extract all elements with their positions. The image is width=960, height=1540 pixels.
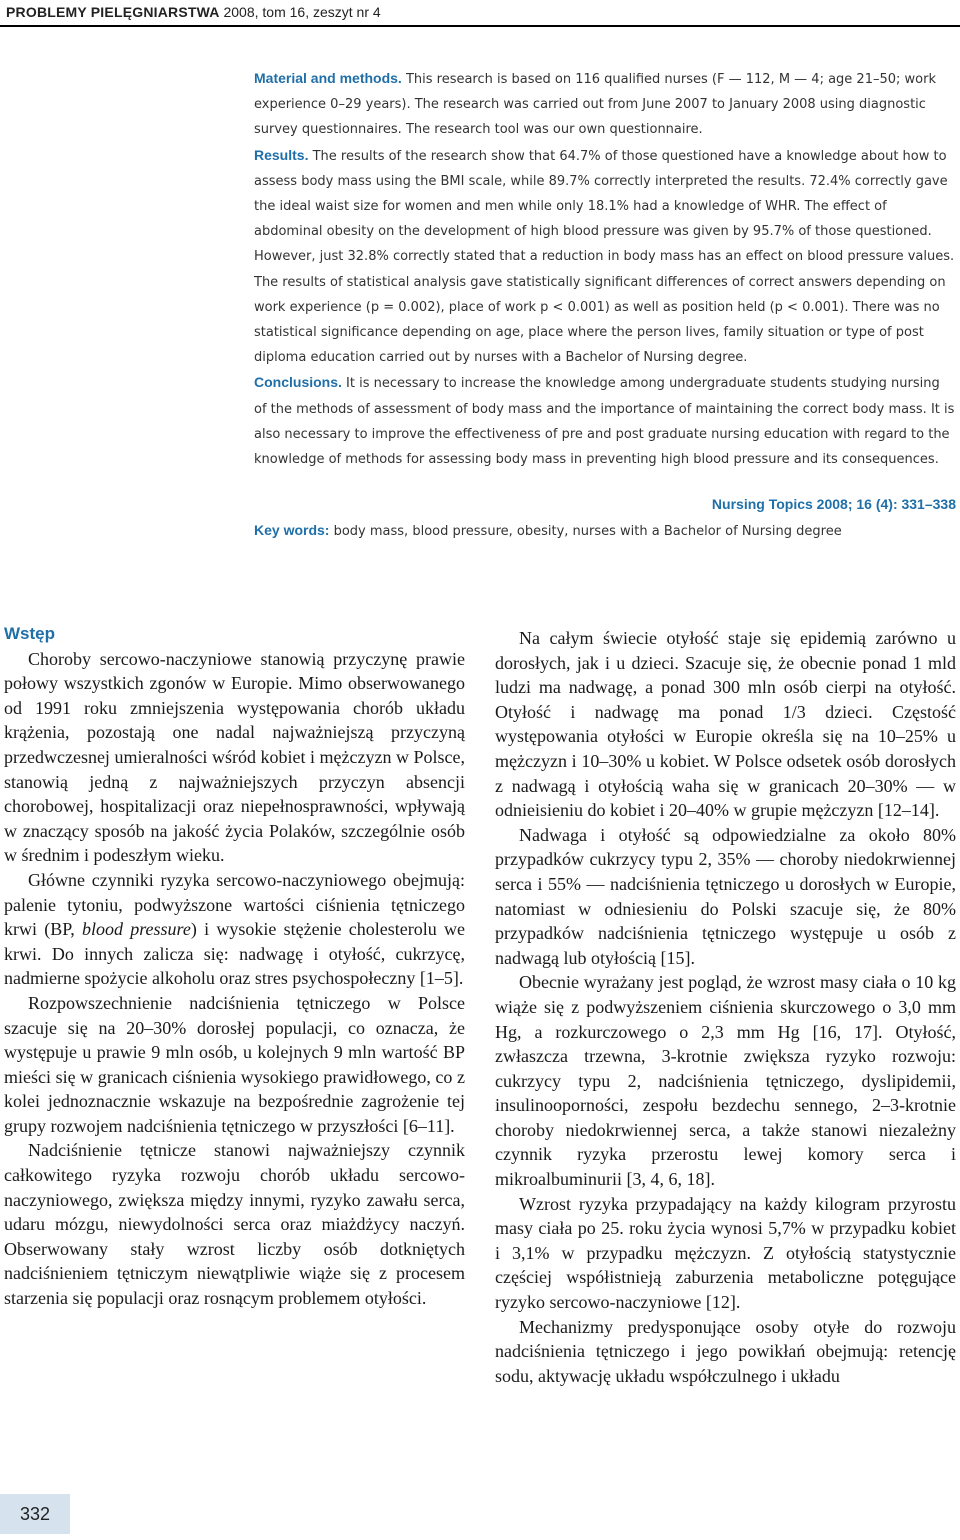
header-rule xyxy=(0,25,960,27)
results-heading: Results. xyxy=(254,146,309,163)
italic-term: blood pressure xyxy=(81,919,191,940)
right-column xyxy=(495,626,956,1388)
running-header xyxy=(0,0,960,28)
results-text: The results of the research show that 64.7% of those questioned have a knowledge about how to assess body mass using the BMI scale, while 89.7% correctly interpreted the results. 72.4% correctly gave the ideal waist size for women and men while only 18.1% had a knowledge of WHR. The effect of abdominal obesity on the development of high blood pressure was given by 95.7% of those questioned. However, just 32.8% correctly stated that a reduction in body mass has an effect on blood pressure values. The results of statistical analysis gave statistically significant differences of correct answers depending on work experience (p = 0.002), place of work p < 0.001) as well as position held (p < 0.001). There was no statistical significance depending on age, place where the person lives, family situation or type of post diploma education carried out by nurses with a Bachelor of Nursing degree. xyxy=(254,148,955,366)
keywords-heading: Key words: xyxy=(254,522,330,538)
page-number: 332 xyxy=(0,1494,70,1534)
keywords-text: body mass, blood pressure, obesity, nurses with a Bachelor of Nursing degree xyxy=(329,524,842,539)
paragraph: Wzrost ryzyka przypadający na każdy kilogram przyrostu masy ciała po 25. roku życia wynosi 5,7% w przypadku kobiet i 3,1% w przypadku mężczyzn. Z otyłością statystycznie częściej współistnieją zaburzenia metaboliczne potęgujące ryzyko sercowo-naczyniowe [12]. xyxy=(495,1193,956,1313)
citation: Nursing Topics 2008; 16 (4): 331–338 xyxy=(711,496,956,512)
paragraph xyxy=(4,868,465,991)
paragraph: Nadwaga i otyłość są odpowiedzialne za około 80% przypadków cukrzycy typu 2, 35% — choroby niedokrwiennej serca i 55% — nadciśnienia tętniczego u dorosłych w Europie, natomiast w odniesieniu do Polski szacuje się, że 80% przypadków nadciśnienia tętniczego występuje u osób z nadwagą lub otyłością [15]. xyxy=(495,824,956,968)
journal-issue: 2008, tom 16, zeszyt nr 4 xyxy=(219,4,381,20)
paragraph-text: ) i wysokie stężenie cholesterolu we krwi. Do innych zalicza się: nadwagę i otyłość, cukrzycę, nadmierne spożycie alkoholu oraz stres psychospołeczny [1–5]. xyxy=(4,919,465,989)
left-column xyxy=(4,622,465,1311)
methods-heading: Material and methods. xyxy=(254,70,402,86)
conclusions-heading: Conclusions. xyxy=(254,374,342,391)
abstract xyxy=(254,66,956,472)
paragraph: Choroby sercowo-naczyniowe stanowią przyczynę prawie połowy wszystkich zgonów w Europie. Mimo obserwowanego od 1991 roku zmniejszenia występowania chorób układu krążenia, pozostają one nadal najważniejszą przyczyną przedwczesnej umieralności wśród kobiet i mężczyzn w Polsce, stanowią jedną z najważniejszych przyczyn absencji chorobowej, hospitalizacji oraz niepełnosprawności, wpływają w znaczący sposób na jakość życia Polaków, szczególnie osób w średnim i podeszłym wieku. xyxy=(4,648,465,866)
abstract-conclusions xyxy=(254,370,956,472)
keywords xyxy=(254,522,956,539)
abstract-methods xyxy=(254,66,956,143)
abstract-results xyxy=(254,143,956,371)
journal-title xyxy=(6,4,381,20)
section-title: Wstęp xyxy=(4,624,55,643)
methods-text: This research is based on 116 qualified nurses (F — 112, M — 4; age 21–50; work experience 0–29 years). The research was carried out from June 2007 to January 2008 using diagnostic survey questionnaires. The research tool was our own questionnaire. xyxy=(254,72,936,138)
paragraph: Nadciśnienie tętnicze stanowi najważniejszy czynnik całkowitego ryzyka rozwoju chorób układu sercowo-naczyniowego, zwiększa między innymi, ryzyko zawału serca, udaru mózgu, niewydolności serca oraz miażdżycy naczyń. Obserwowany stały wzrost liczby osób dotkniętych nadciśnieniem tętniczym niewątpliwie wiąże się z procesem starzenia się populacji oraz rosnącym problemem otyłości. xyxy=(4,1140,465,1309)
paragraph: Na całym świecie otyłość staje się epidemią zarówno u dorosłych, jak i u dzieci. Szacuje się, że obecnie ponad 1 mld ludzi ma nadwagę, a ponad 300 mln osób cierpi na otyłość. Otyłość i nadwagę ma ponad 1/3 dzieci. Częstość występowania otyłości w Europie określa się na 10–25% u mężczyzn i 10–30% u kobiet. W Polsce odsetek osób dorosłych z nadwagą i otyłością waha się w granicach 20–30% — w odnieisieniu do kobiet i 20–40% w grupie mężczyzn [12–14]. xyxy=(495,628,956,821)
paragraph: Mechanizmy predysponujące osoby otyłe do rozwoju nadciśnienia tętniczego i jego powikłań obejmują: retencję sodu, aktywację układu współczulnego i układu xyxy=(495,1316,956,1386)
paragraph: Rozpowszechnienie nadciśnienia tętniczego w Polsce szacuje się na 20–30% dorosłej populacji, co oznacza, że występuje u prawie 9 mln osób, u kolejnych 9 mln wartość BP mieści się w granicach ciśnienia wysokiego prawidłowego, co z kolei jednoznacznie wskazuje na bezpośrednie zagrożenie tej grupy rozwojem nadciśnienia tętniczego w przyszłości [6–11]. xyxy=(4,992,465,1136)
journal-name: PROBLEMY PIELĘGNIARSTWA xyxy=(6,4,220,20)
paragraph: Obecnie wyrażany jest pogląd, że wzrost masy ciała o 10 kg wiąże się z podwyższeniem ciśnienia skurczowego o 3,0 mm Hg, a rozkurczowego o 2,3 mm Hg [16, 17]. Otyłość, zwłaszcza trzewna, 3-krotnie zwiększa ryzyko rozwoju: cukrzycy typu 2, nadciśnienia tętniczego, dyslipidemii, insulinooporności, zespołu bezdechu sennego, 2–3-krotnie choroby niedokrwiennej serca, a także stanowi niezależny czynnik ryzyka przerostu lewej komory serca i mikroalbuminurii [3, 4, 6, 18]. xyxy=(495,972,956,1190)
paragraph-text: Główne czynniki ryzyka sercowo-naczyniowego obejmują: palenie tytoniu, podwyższone wartości ciśnienia tętniczego krwi (BP, xyxy=(4,869,465,940)
conclusions-text: It is necessary to increase the knowledge among undergraduate students studying nursing of the methods of assessment of body mass and the importance of maintaining the correct body mass. It is also necessary to improve the effectiveness of pre and post graduate nursing education with regard to the knowledge of methods for assessing body mass in preventing high blood pressure and its consequences. xyxy=(254,376,955,468)
